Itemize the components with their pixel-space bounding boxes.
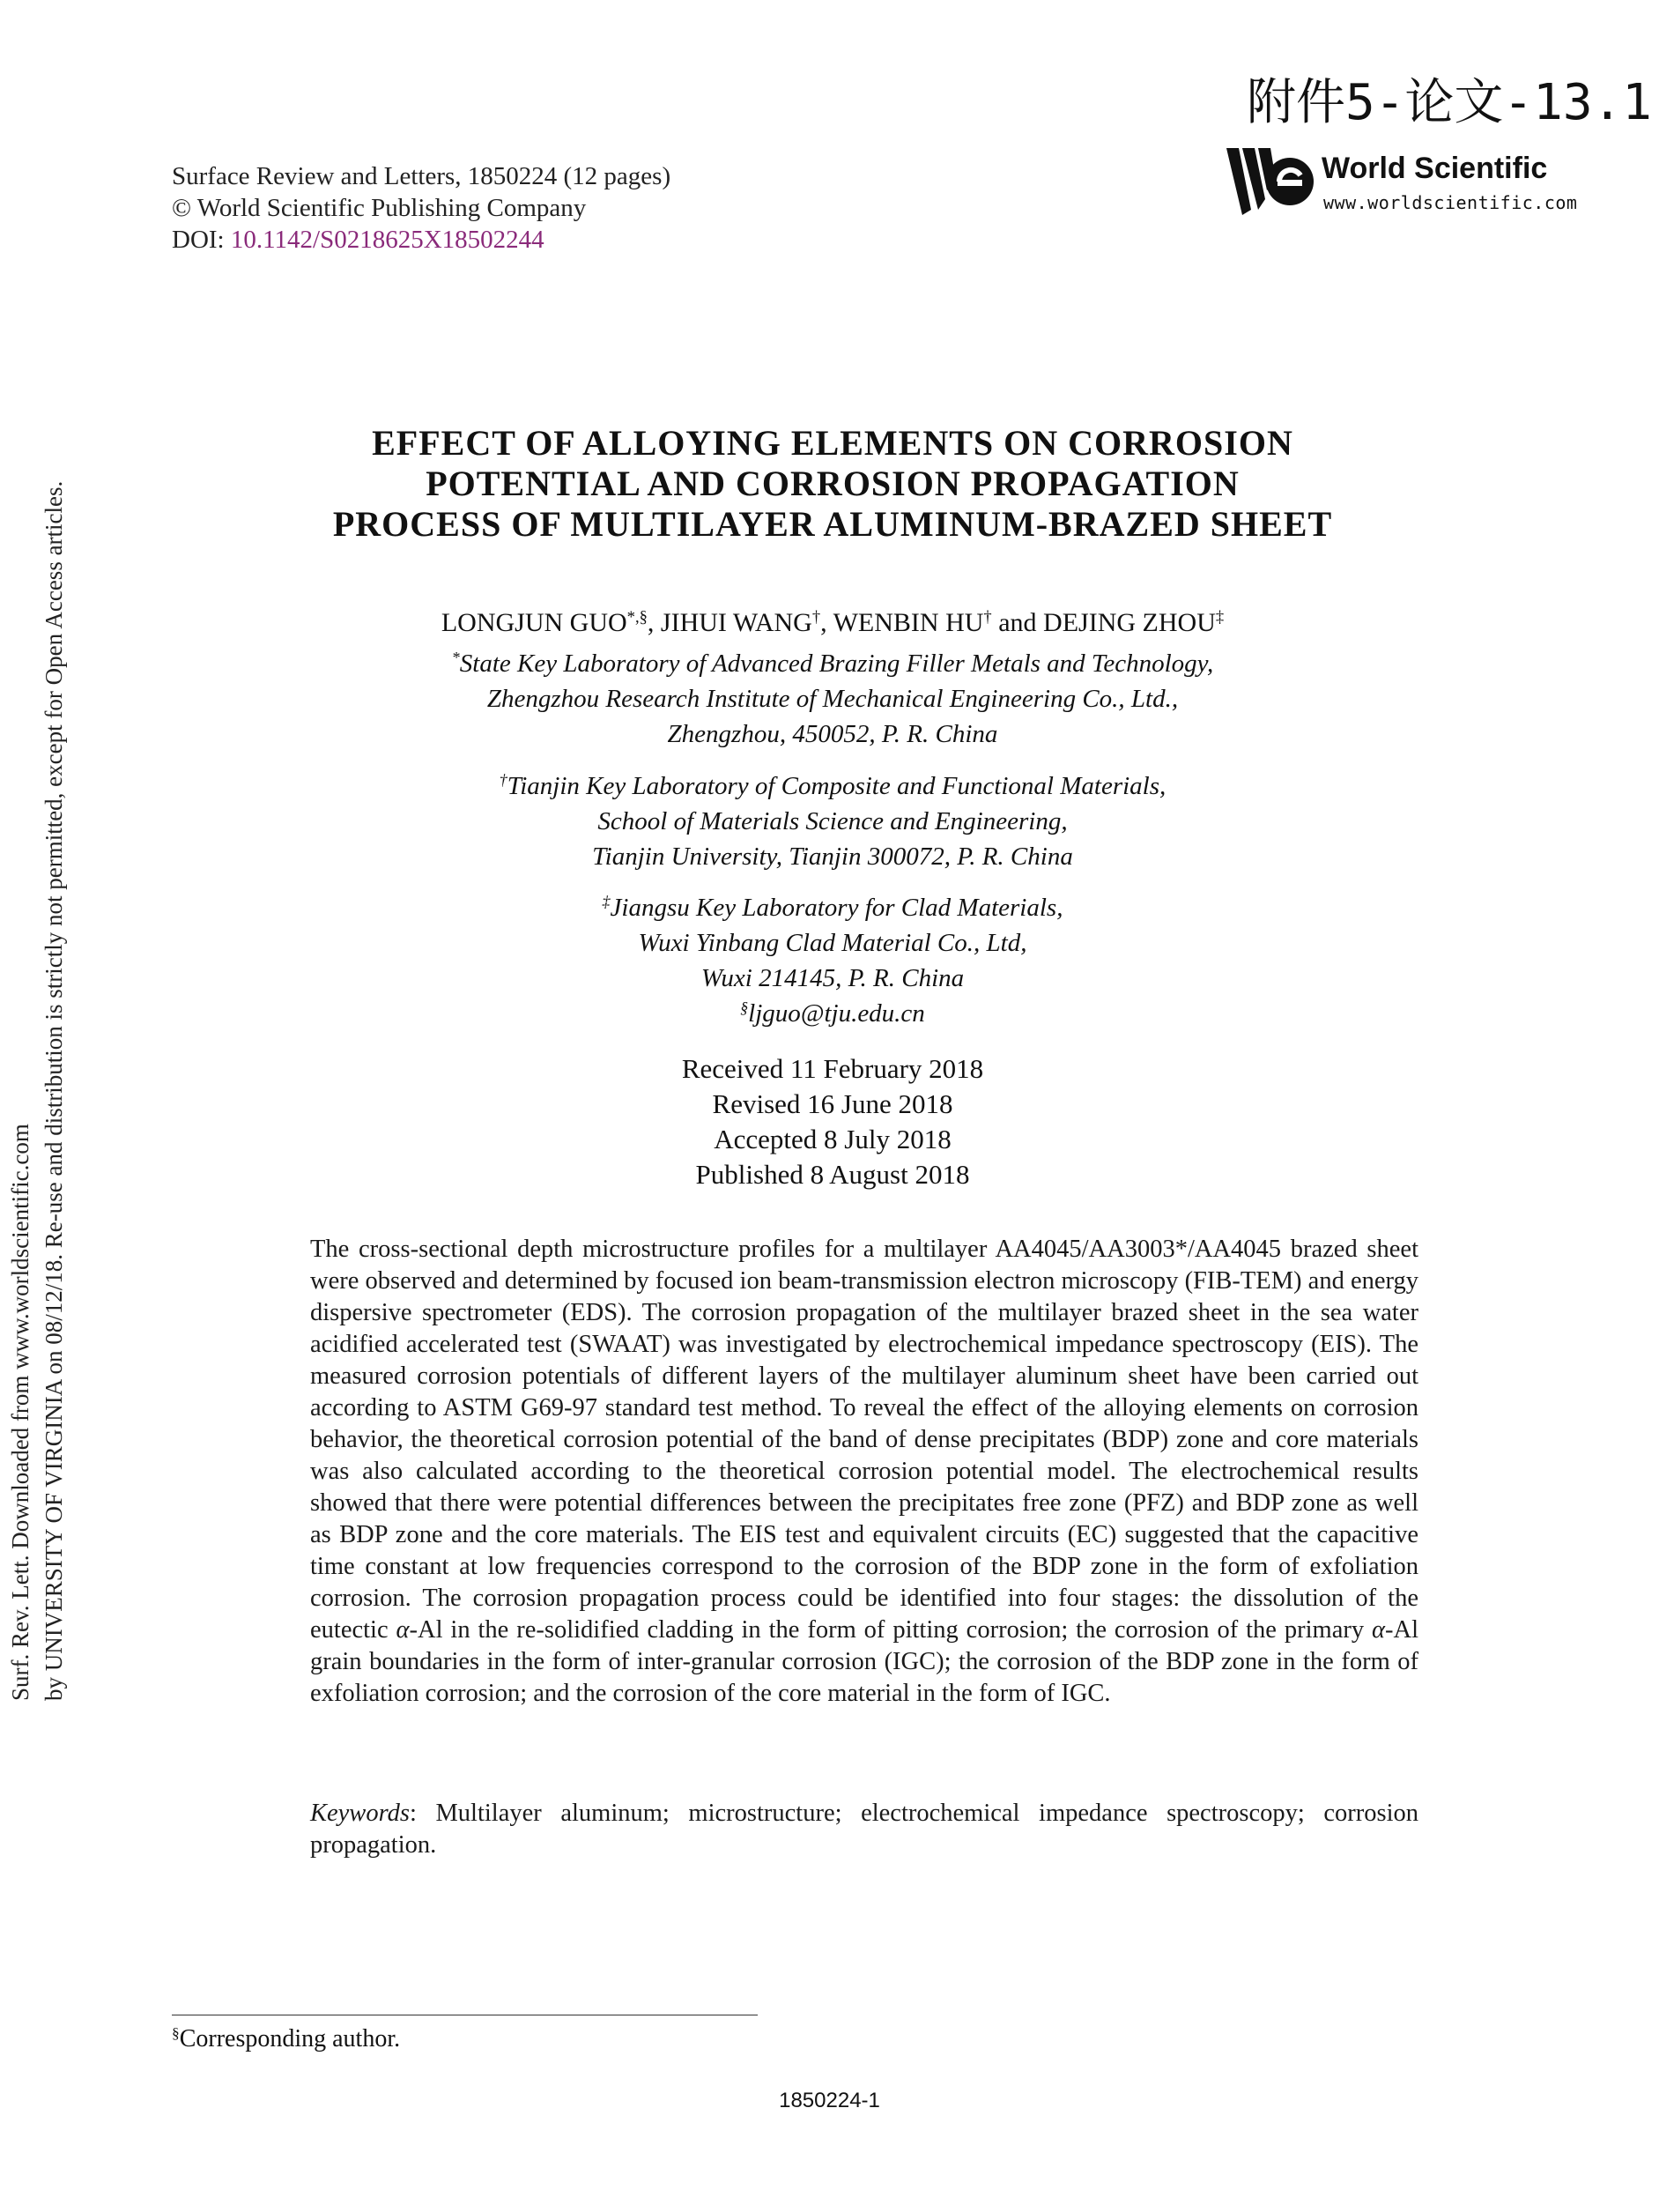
abstract xyxy=(310,1234,1418,1710)
author-name: DEJING ZHOU xyxy=(1043,608,1216,637)
paper-title xyxy=(264,423,1401,545)
footnote-mark: § xyxy=(172,2024,180,2042)
abstract-text: The cross-sectional depth microstructure profiles for a multilayer AA4045/AA3003*/AA4045 brazed sheet were observed and determined by focused ion beam-transmission electron microscopy (FIB-TEM) and energy dispersive spectrometer (EDS). The corrosion propagation of the multilayer brazed sheet in the sea water acidified accelerated test (SWAAT) was investigated by electrochemical impedance spectroscopy (EIS). The measured corrosion potentials of different layers of the multilayer aluminum sheet have been carried out according to ASTM G69-97 standard test method. To reveal the effect of the alloying elements on corrosion behavior, the theoretical corrosion potential of the band of dense precipitates (BDP) zone and core materials was also calculated according to the theoretical corrosion potential model. The electrochemical results showed that there were potential differences between the precipitates free zone (PFZ) and BDP zone as well as BDP zone and the core materials. The EIS test and equivalent circuits (EC) suggested that the capacitive time constant at low frequencies correspond to the corrosion of the BDP zone in the form of exfoliation corrosion. The corrosion propagation process could be identified into four stages: the dissolution of the eutectic xyxy=(310,1236,1418,1644)
affiliation-line: Zhengzhou, 450052, P. R. China xyxy=(667,720,998,748)
affiliation-line: Wuxi 214145, P. R. China xyxy=(700,964,965,992)
author-marks: † xyxy=(983,607,992,627)
title-line: EFFECT OF ALLOYING ELEMENTS ON CORROSION xyxy=(372,423,1293,463)
publisher-logo[interactable] xyxy=(1226,143,1578,220)
side-note-line-2: by UNIVERSITY OF VIRGINIA on 08/12/18. Re-use and distribution is strictly not permitted, except for Open Access articles. xyxy=(41,480,67,1701)
doi-link[interactable]: 10.1142/S0218625X18502244 xyxy=(230,226,544,254)
footnote-text: Corresponding author. xyxy=(179,2025,401,2052)
affiliation-mark: † xyxy=(499,771,507,790)
email-address[interactable]: ljguo@tju.edu.cn xyxy=(748,999,925,1028)
affiliation-text: State Key Laboratory of Advanced Brazing Filler Metals and Technology, xyxy=(459,649,1214,678)
date-published: Published 8 August 2018 xyxy=(695,1159,970,1190)
affiliation-line: Tianjin University, Tianjin 300072, P. R. China xyxy=(592,842,1073,871)
email-mark: § xyxy=(740,998,749,1017)
abstract-text: -Al grain boundaries in the form of inter-granular corrosion (IGC); the corrosion of the BDP zone in the form of exfoliation corrosion; and the corrosion of the core material in the form of IGC. xyxy=(310,1616,1418,1707)
ws-logo-mark-icon xyxy=(1226,145,1315,219)
download-side-note xyxy=(4,291,74,1701)
title-line: POTENTIAL AND CORROSION PROPAGATION xyxy=(426,464,1240,503)
side-note-line-1: Surf. Rev. Lett. Downloaded from www.worldscientific.com xyxy=(7,1124,33,1701)
affiliation-line: School of Materials Science and Engineering, xyxy=(597,807,1068,835)
copyright-symbol: © xyxy=(172,194,192,222)
alpha-symbol: α xyxy=(396,1616,410,1644)
keywords-label: Keywords xyxy=(310,1800,410,1827)
email-line xyxy=(264,996,1401,1031)
publication-dates xyxy=(264,1051,1401,1192)
affiliation xyxy=(264,646,1401,752)
date-received: Received 11 February 2018 xyxy=(681,1053,984,1084)
date-revised: Revised 16 June 2018 xyxy=(712,1088,953,1119)
affiliation xyxy=(264,768,1401,874)
author-separator: , xyxy=(820,608,833,637)
affiliation-line xyxy=(264,890,1401,925)
author-marks: † xyxy=(811,607,821,627)
author-list xyxy=(264,608,1401,638)
keywords-text: Multilayer aluminum; microstructure; electrochemical impedance spectroscopy; corrosion propagation. xyxy=(310,1800,1418,1859)
affiliation-line xyxy=(264,646,1401,681)
journal-info xyxy=(172,160,670,256)
journal-name-line: Surface Review and Letters, 1850224 (12 pages) xyxy=(172,162,671,190)
date-accepted: Accepted 8 July 2018 xyxy=(714,1124,952,1154)
affiliation-line xyxy=(264,768,1401,804)
affiliation-mark: * xyxy=(451,649,460,667)
doi-label: DOI: xyxy=(172,226,231,254)
affiliation xyxy=(264,890,1401,1031)
author-marks: ‡ xyxy=(1215,607,1225,627)
author-name: LONGJUN GUO xyxy=(441,608,627,637)
publisher-name: World Scientific xyxy=(1322,152,1548,185)
author-separator: and xyxy=(991,608,1044,637)
keywords-separator: : xyxy=(409,1800,436,1827)
affiliation-text: Tianjin Key Laboratory of Composite and Functional Materials, xyxy=(507,772,1166,800)
publisher-url[interactable]: www.worldscientific.com xyxy=(1323,192,1578,213)
title-line: PROCESS OF MULTILAYER ALUMINUM-BRAZED SHEET xyxy=(332,504,1333,544)
affiliation-text: Jiangsu Key Laboratory for Clad Materials, xyxy=(610,894,1063,922)
alpha-symbol: α xyxy=(1372,1616,1385,1644)
abstract-text: -Al in the re-solidified cladding in the form of pitting corrosion; the corrosion of the primary xyxy=(409,1616,1373,1644)
author-name: WENBIN HU xyxy=(833,608,984,637)
footnote xyxy=(172,2025,400,2053)
doi-line xyxy=(172,224,670,256)
author-separator: , xyxy=(647,608,661,637)
affiliation-line: Zhengzhou Research Institute of Mechanical Engineering Co., Ltd., xyxy=(486,685,1179,713)
copyright-line xyxy=(172,192,670,224)
keywords xyxy=(310,1798,1418,1861)
copyright-text: World Scientific Publishing Company xyxy=(191,194,587,222)
author-name: JIHUI WANG xyxy=(660,608,812,637)
page-number: 1850224-1 xyxy=(779,2089,880,2112)
affiliation-mark: ‡ xyxy=(602,893,611,911)
annex-label: 附件5-论文-13.1 xyxy=(1246,74,1652,131)
affiliation-line: Wuxi Yinbang Clad Material Co., Ltd, xyxy=(638,929,1027,957)
author-marks: *,§ xyxy=(626,607,648,627)
